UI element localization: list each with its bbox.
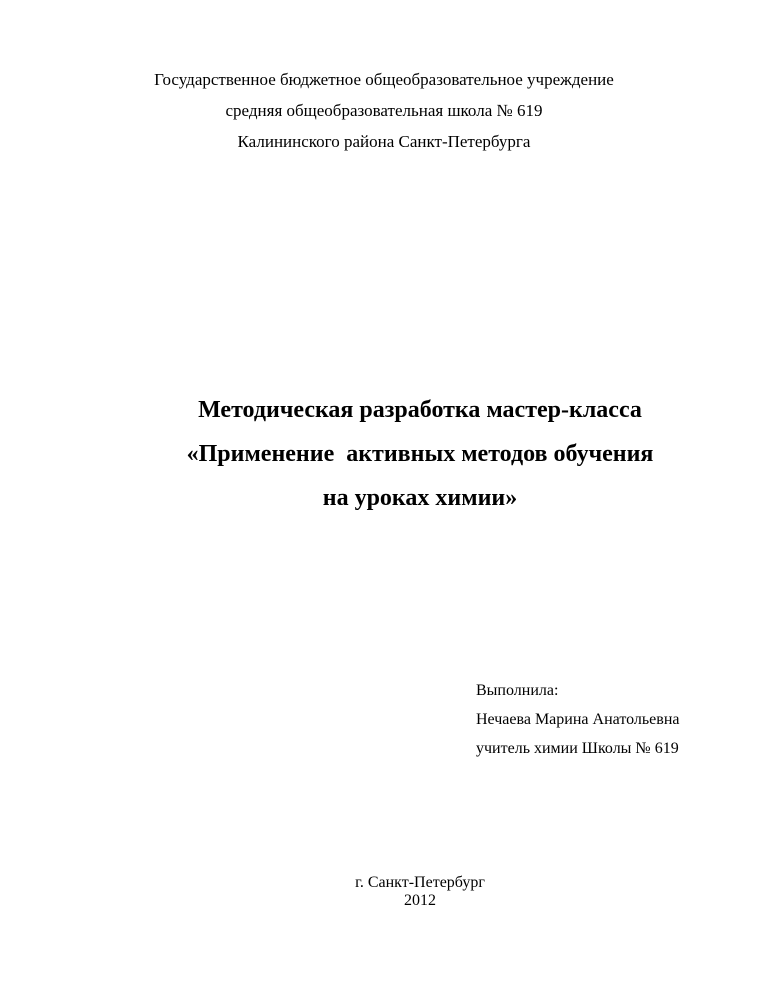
title-line-1: Методическая разработка мастер-класса	[198, 397, 642, 423]
school-name-line: средняя общеобразовательная школа № 619	[225, 101, 543, 120]
place-and-year	[0, 874, 768, 910]
author-name: Нечаева Марина Анатольевна	[476, 711, 680, 728]
document-title	[0, 388, 768, 520]
author-block	[476, 676, 679, 763]
title-line-2: «Применение активных методов обучения	[186, 441, 654, 467]
institution-header	[0, 64, 768, 157]
district-line: Калининского района Санкт-Петербурга	[237, 132, 531, 151]
author-label: Выполнила:	[476, 682, 559, 699]
institution-name-line: Государственное бюджетное общеобразовательное учреждение	[154, 70, 614, 89]
year: 2012	[404, 892, 436, 909]
title-line-3: на уроках химии»	[322, 485, 518, 511]
author-position: учитель химии Школы № 619	[476, 740, 679, 757]
city: г. Санкт-Петербург	[355, 874, 485, 891]
